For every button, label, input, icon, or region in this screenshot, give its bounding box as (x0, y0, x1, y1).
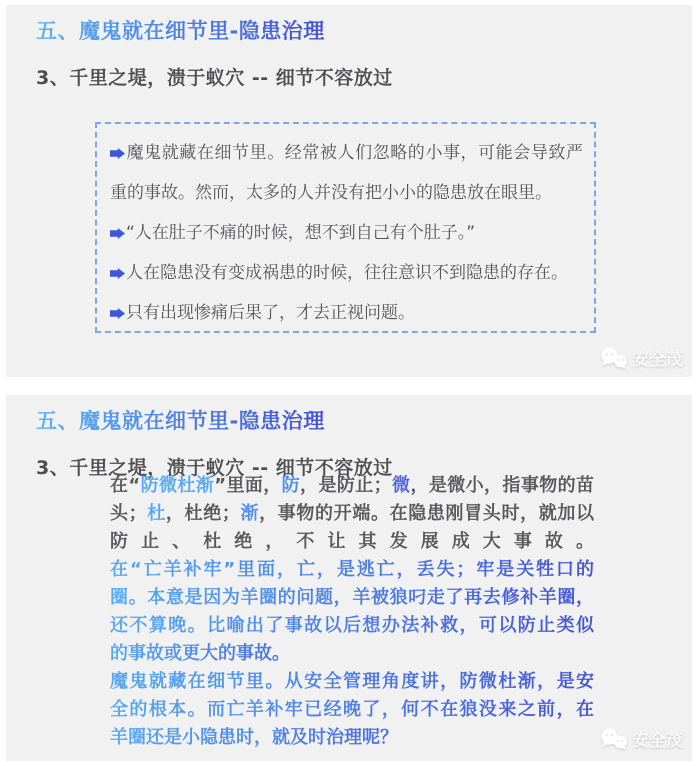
watermark-logo (599, 345, 683, 370)
slide-2 (6, 395, 692, 761)
keyword: 渐 (239, 503, 260, 524)
quote-bullet-4 (110, 293, 583, 333)
arrow-right-icon (110, 268, 125, 279)
text-run: ，是微小，指事物的苗头； (110, 475, 595, 524)
watermark-label: 安全茂 (632, 731, 683, 751)
quote-bullet-4-text: 只有出现惨痛后果了，才去正视问题。 (126, 303, 415, 323)
keyword: 杜 (146, 503, 166, 524)
text-run: ，事物的开端。在隐患刚冒头时，就加以防止、杜绝，不让其发展成大事故。 (110, 503, 595, 552)
paragraph-conclusion (110, 668, 594, 752)
text-run: ，杜绝； (165, 503, 240, 524)
slide2-title-text: 五、魔鬼就在细节里-隐患治理 (36, 409, 325, 433)
arrow-right-icon (110, 228, 125, 239)
body-text (110, 472, 594, 752)
arrow-right-icon (110, 308, 125, 319)
quote-bullet-2 (110, 213, 583, 253)
watermark-label: 安全茂 (632, 350, 683, 370)
quote-bullet-3-text: 人在隐患没有变成祸患的时候，往往意识不到隐患的存在。 (126, 263, 568, 283)
quote-bullet-3 (110, 253, 583, 293)
keyword: 防 (281, 475, 301, 496)
text-run: 在“ (110, 475, 141, 496)
quote-bullet-1-text: 魔鬼就藏在细节里。经常被人们忽略的小事，可能会导致严重的事故。然而，太多的人并没有把小小的隐患放在眼里。 (110, 143, 583, 203)
arrow-right-icon (110, 148, 125, 159)
quote-box (95, 122, 596, 333)
text-run: ，是防止； (300, 475, 392, 496)
quote-bullet-2-text: “人在肚子不痛的时候，想不到自己有个肚子。” (126, 223, 476, 243)
text-line: 魔鬼就藏在细节里。从安全管理角度讲，防微杜渐，是安 (110, 668, 594, 696)
text-line: 羊圈还是小隐患时，就及时治理呢？ (110, 724, 398, 752)
slide2-subtitle: 3、千里之堤，溃于蚁穴 -- 细节不容放过 (36, 457, 393, 480)
text-line: 全的根本。而亡羊补牢已经晚了，何不在狼没来之前，在 (110, 696, 594, 724)
text-line: 圈。本意是因为羊圈的问题，羊被狼叼走了再去修补羊圈， (110, 584, 594, 612)
slide1-title (6, 5, 692, 44)
slide1-title-text: 五、魔鬼就在细节里-隐患治理 (36, 19, 325, 43)
text-line: 的事故或更大的事故。 (110, 640, 290, 668)
text-line: 还不算晚。比喻出了事故以后想办法补救，可以防止类似 (110, 612, 594, 640)
paragraph-wangyangbulao (110, 556, 594, 668)
slide-1 (6, 5, 692, 377)
chat-bubbles-icon (599, 346, 629, 370)
watermark-logo (599, 726, 683, 751)
slide2-title (6, 395, 692, 434)
text-line: 在“亡羊补牢”里面，亡，是逃亡，丢失；牢是关牲口的 (110, 556, 594, 584)
keyword: 微 (391, 475, 411, 496)
quote-bullet-1 (110, 133, 583, 213)
chat-bubbles-icon (599, 727, 629, 751)
paragraph-fangweidujian (110, 472, 594, 556)
text-run: ”里面， (214, 475, 282, 496)
keyword: 防微杜渐 (140, 475, 215, 496)
slide1-subtitle: 3、千里之堤，溃于蚁穴 -- 细节不容放过 (36, 67, 393, 90)
